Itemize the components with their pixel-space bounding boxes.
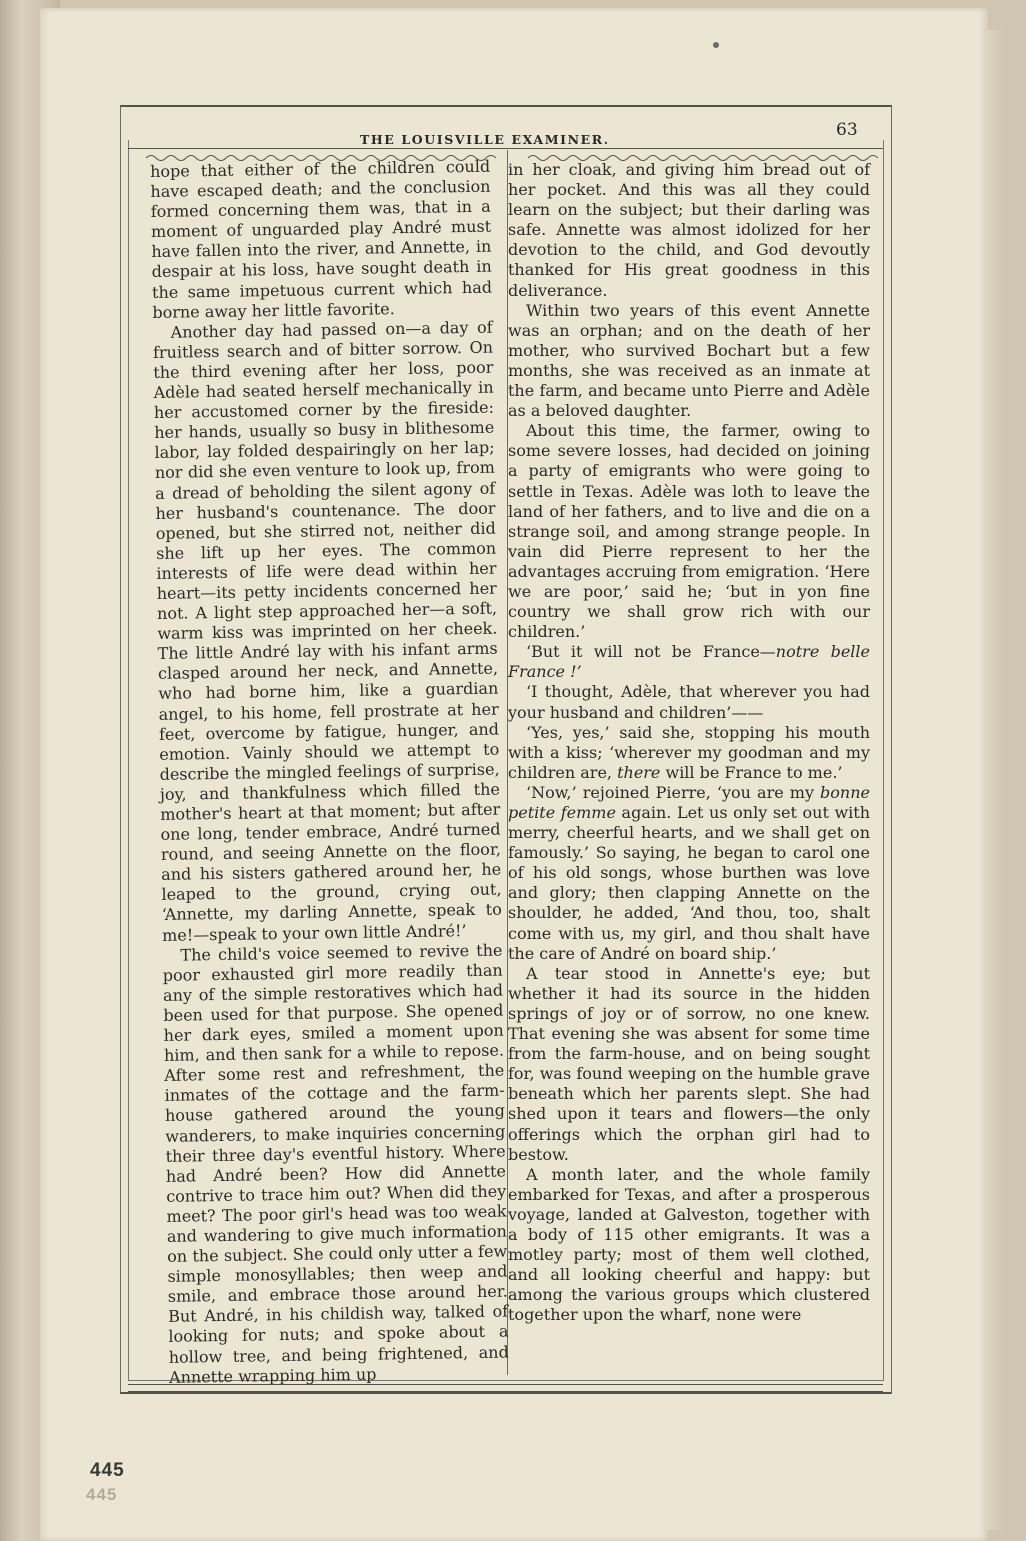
text-run: will be France to me.’ xyxy=(660,762,843,782)
paragraph: Another day had passed on—a day of fruitless search and of bitter sorrow. On the third evening after her loss, poor Adèle had seated herself mechanically in her accustomed corner by the fireside: her hands, usually so busy in blithesome labor, lay folded despairingly on her lap; nor did she even venture to look up, from a dread of beholding the silent agony of her husband's countenance. The door opened, but she stirred not, neither did she lift up her eyes. The common interests of life were dead within her heart—its petty incidents concerned her not. A light step approached her—a soft, warm kiss was imprinted on her cheek. The little André lay with his infant arms clasped around her neck, and Annette, who had borne him, like a guardian angel, to his home, fell prostrate at her feet, overcome by fatigue, hunger, and emotion. Vainly should we attempt to describe the mingled feelings of surprise, joy, and thankfulness which filled the mother's heart at that moment; but after one long, tender embrace, André turned round, and seeing Annette on the floor, and his sisters gathered around her, he leaped to the ground, crying out, ‘Annette, my darling Annette, speak to me!—speak to your own little André!’ xyxy=(152,317,502,945)
paragraph: A tear stood in Annette's eye; but whether it had its source in the hidden springs of joy or of sorrow, no one knew. That evening she was absent for some time from the farm-house, and on being sought for, was found weeping on the humble grave beneath which her parents slept. She had shed upon it tears and flowers—the only offerings which the orphan girl had to bestow. xyxy=(508,963,870,1164)
paragraph xyxy=(508,783,870,964)
page-stack-edge xyxy=(985,30,1005,1530)
italic-text: notre belle France !’ xyxy=(508,642,870,682)
text-run: ‘But it will not be France— xyxy=(526,642,776,662)
paragraph xyxy=(508,642,870,682)
text-run: ‘Yes, yes,’ said she, stopping his mouth with a kiss; ‘wherever my goodman and my children are, xyxy=(508,722,870,782)
paragraph: hope that either of the children could have escaped death; and the conclusion formed concerning them was, that in a moment of unguarded play André must have fallen into the river, and Annette, in despair at his loss, have sought death in the same impetuous current which had borne away her little favorite. xyxy=(150,156,493,322)
paragraph: About this time, the farmer, owing to some severe losses, had decided on joining a party of emigrants who were going to settle in Texas. Adèle was loth to leave the land of her fathers, and to live and die on a strange soil, and among strange people. In vain did Pierre represent to her the advantages accruing from emigration. ‘Here we are poor,’ said he; ‘but in yon fine country we shall grow rich with our children.’ xyxy=(508,421,870,642)
folio-ghost-impression: 445 xyxy=(86,1485,118,1504)
paragraph: ‘I thought, Adèle, that wherever you had your husband and children’—— xyxy=(508,682,870,722)
header-rule xyxy=(128,148,883,149)
paragraph xyxy=(508,723,870,783)
folio-number: 445 xyxy=(90,1460,125,1481)
italic-text: there xyxy=(617,762,661,782)
page-number: 63 xyxy=(836,120,858,140)
italic-text: bonne petite femme xyxy=(508,782,870,822)
text-run: ‘Now,’ rejoined Pierre, ‘you are my xyxy=(526,782,821,802)
footer-rule xyxy=(128,1384,883,1385)
footer-rule xyxy=(128,1391,883,1392)
paragraph: in her cloak, and giving him bread out of her pocket. And this was all they could learn on the subject; but their darling was safe. Annette was almost idolized for her devotion to the child, and God devoutly thanked for His great goodness in this deliverance. xyxy=(508,160,870,300)
text-column-right xyxy=(508,160,870,1325)
running-title: THE LOUISVILLE EXAMINER. xyxy=(360,132,610,147)
paragraph: A month later, and the whole family embarked for Texas, and after a prosperous voyage, landed at Galveston, together with a body of 115 other emigrants. It was a motley party; most of them well clothed, and all looking cheerful and happy: but among the various groups which clustered together upon the wharf, none were xyxy=(508,1164,870,1325)
paragraph: The child's voice seemed to revive the poor exhausted girl more readily than any of the simple restoratives which had been used for that purpose. She opened her dark eyes, smiled a moment upon him, and then sank for a while to repose. After some rest and refreshment, the inmates of the cottage and the farm-house gathered around the young wanderers, to make inquiries concerning their three day's eventful history. Where had André been? How did Annette contrive to trace him out? When did they meet? The poor girl's head was too weak and wandering to give much information on the subject. She could only utter a few simple monosyllables; then weep and smile, and embrace those around her. But André, in his childish way, talked of looking for nuts; and spoke about a hollow tree, and being frightened, and Annette wrapping him up xyxy=(162,940,509,1387)
text-run: again. Let us only set out with merry, cheerful hearts, and we shall get on famously.’ So saying, he began to carol one of his old songs, whose burthen was love and glory; then clapping Annette on the shoulder, he added, ‘And thou, too, shalt come with us, my girl, and thou shalt have the care of André on board ship.’ xyxy=(508,803,870,963)
ink-spot xyxy=(713,42,719,48)
paragraph: Within two years of this event Annette was an orphan; and on the death of her mother, who survived Bochart but a few months, she was received as an inmate at the farm, and became unto Pierre and Adèle as a beloved daughter. xyxy=(508,300,870,421)
text-column-left xyxy=(150,157,509,1388)
